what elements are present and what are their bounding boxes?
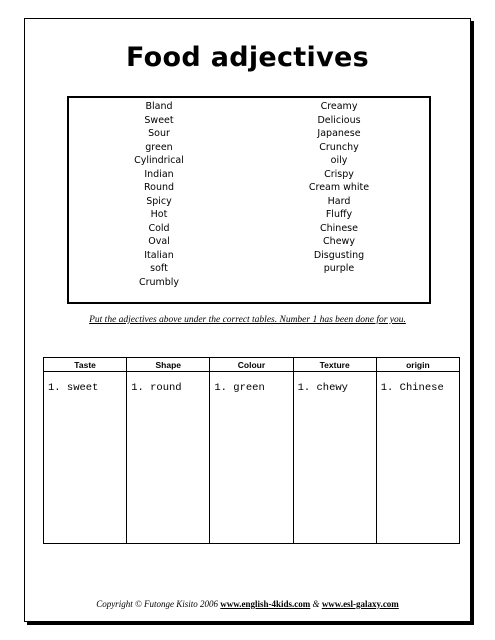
word-bank-item: oily	[330, 155, 348, 166]
answer-cell-colour[interactable]: 1. green	[210, 372, 293, 544]
word-bank-item: green	[145, 141, 173, 153]
word-bank-box	[67, 96, 431, 304]
header-origin: origin	[376, 358, 459, 372]
header-shape: Shape	[127, 358, 210, 372]
header-texture: Texture	[293, 358, 376, 372]
word-bank-item: Creamy	[320, 101, 358, 112]
copyright-footer	[0, 599, 495, 609]
word-bank-item: Sour	[148, 128, 170, 139]
esl-galaxy-link[interactable]: www.esl-galaxy.com	[321, 599, 399, 609]
answer-cell-texture[interactable]: 1. chewy	[293, 372, 376, 544]
word-bank-item: Delicious	[317, 114, 361, 126]
word-bank-item: Italian	[144, 249, 174, 261]
word-bank-item: Sweet	[144, 114, 174, 126]
word-bank-item: Japanese	[317, 128, 361, 139]
word-bank-item: Fluffy	[325, 209, 353, 220]
word-bank-item: Crispy	[324, 168, 354, 180]
header-colour: Colour	[210, 358, 293, 372]
word-bank-item: Bland	[145, 101, 173, 112]
word-bank-item: Spicy	[146, 195, 172, 207]
category-answer-row	[44, 372, 460, 544]
instruction-text: Put the adjectives above under the correct tables. Number 1 has been done for you.	[89, 315, 406, 325]
answer-cell-shape[interactable]: 1. round	[127, 372, 210, 544]
word-bank-item: Cylindrical	[134, 155, 184, 166]
word-bank-item: Cold	[148, 222, 170, 234]
copyright-text: Copyright © Futonge Kisito 2006	[96, 599, 219, 609]
category-header-row	[44, 358, 460, 372]
word-bank-item: Indian	[144, 168, 174, 180]
header-taste: Taste	[44, 358, 127, 372]
category-table	[43, 357, 460, 544]
answer-cell-taste[interactable]: 1. sweet	[44, 372, 127, 544]
word-bank-right-column	[259, 100, 419, 276]
answer-cell-origin[interactable]: 1. Chinese	[376, 372, 459, 544]
worksheet-title: Food adjectives	[126, 42, 369, 73]
english-4kids-link[interactable]: www.english-4kids.com	[220, 599, 311, 609]
word-bank-item: Round	[143, 182, 175, 193]
ampersand: &	[312, 599, 320, 609]
word-bank-item: purple	[323, 263, 355, 274]
word-bank-item: Cream white	[308, 182, 370, 193]
word-bank-item: Oval	[148, 236, 170, 247]
word-bank-item: Hot	[150, 209, 168, 220]
word-bank-item: Chinese	[320, 222, 358, 234]
word-bank-left-column	[79, 100, 239, 289]
word-bank-item: Disgusting	[313, 249, 365, 261]
word-bank-item: Chewy	[323, 236, 355, 247]
word-bank-item: Crumbly	[138, 276, 180, 288]
word-bank-item: soft	[150, 263, 168, 274]
word-bank-item: Hard	[327, 195, 351, 207]
word-bank-item: Crunchy	[319, 141, 359, 153]
